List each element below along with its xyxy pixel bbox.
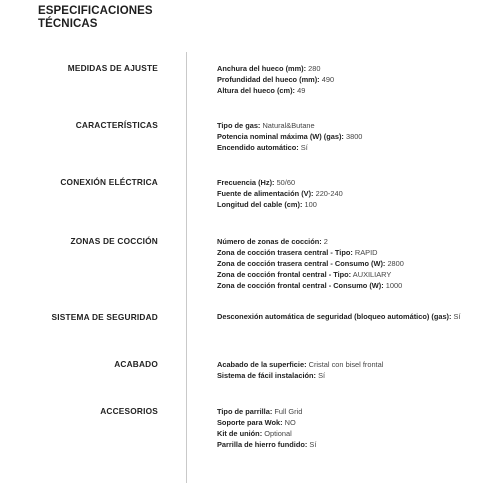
spec-value: 280: [308, 64, 321, 73]
spec-row: [217, 269, 479, 280]
spec-row: [217, 312, 479, 323]
page-title-line-1: ESPECIFICACIONES: [38, 5, 153, 17]
spec-key: Profundidad del hueco (mm):: [217, 75, 320, 84]
section-label: MEDIDAS DE AJUSTE: [67, 63, 158, 73]
spec-value: Natural&Butane: [262, 121, 315, 130]
bottom-divider-tick: [186, 475, 187, 483]
spec-key: Zona de cocción trasera central - Consumo (W):: [217, 259, 386, 268]
spec-row: [217, 236, 479, 247]
spec-list: [217, 312, 479, 323]
section-label: SISTEMA DE SEGURIDAD: [51, 312, 158, 322]
spec-key: Zona de cocción frontal central - Consumo (W):: [217, 281, 384, 290]
column-divider: [186, 52, 187, 483]
spec-value: Sí: [453, 312, 461, 321]
spec-list: [217, 177, 479, 210]
spec-value: 49: [297, 86, 306, 95]
spec-list: [217, 120, 479, 153]
spec-row: [217, 85, 479, 96]
spec-key: Zona de cocción frontal central - Tipo:: [217, 270, 352, 279]
spec-value: 100: [304, 200, 317, 209]
spec-value: 1000: [385, 281, 403, 290]
spec-key: Desconexión automática de seguridad (bloqueo automático) (gas):: [217, 312, 452, 321]
spec-list: [217, 359, 479, 381]
spec-key: Potencia nominal máxima (W) (gas):: [217, 132, 344, 141]
spec-row: [217, 417, 479, 428]
spec-key: Tipo de gas:: [217, 121, 261, 130]
spec-row: [217, 370, 479, 381]
page-title-line-2: TÉCNICAS: [38, 18, 98, 30]
spec-row: [217, 188, 479, 199]
spec-key: Número de zonas de cocción:: [217, 237, 322, 246]
spec-key: Tipo de parrilla:: [217, 407, 273, 416]
spec-list: [217, 406, 479, 450]
spec-key: Anchura del hueco (mm):: [217, 64, 307, 73]
spec-key: Frecuencia (Hz):: [217, 178, 275, 187]
spec-value: AUXILIARY: [352, 270, 392, 279]
spec-value: 2: [323, 237, 328, 246]
spec-list: [217, 236, 479, 291]
spec-key: Fuente de alimentación (V):: [217, 189, 314, 198]
spec-row: [217, 199, 479, 210]
spec-key: Sistema de fácil instalación:: [217, 371, 316, 380]
spec-key: Longitud del cable (cm):: [217, 200, 303, 209]
spec-value: Sí: [309, 440, 317, 449]
spec-row: [217, 247, 479, 258]
spec-value: 490: [321, 75, 335, 84]
spec-row: [217, 74, 479, 85]
section-label: CONEXIÓN ELÉCTRICA: [60, 177, 158, 187]
spec-row: [217, 439, 479, 450]
spec-row: [217, 428, 479, 439]
spec-value: Sí: [300, 143, 308, 152]
section-label: ACABADO: [114, 359, 158, 369]
spec-value: Sí: [318, 371, 326, 380]
spec-key: Encendido automático:: [217, 143, 299, 152]
spec-row: [217, 359, 479, 370]
spec-key: Soporte para Wok:: [217, 418, 283, 427]
spec-list: [217, 63, 479, 96]
spec-row: [217, 131, 479, 142]
spec-value: 220-240: [315, 189, 343, 198]
spec-value: Full Grid: [274, 407, 303, 416]
section-label: ZONAS DE COCCIÓN: [70, 236, 158, 246]
spec-value: NO: [284, 418, 296, 427]
spec-value: 2800: [387, 259, 404, 268]
page-title: [38, 5, 198, 31]
spec-row: [217, 280, 479, 291]
spec-value: 50/60: [276, 178, 296, 187]
spec-row: [217, 142, 479, 153]
spec-key: Zona de cocción trasera central - Tipo:: [217, 248, 353, 257]
spec-row: [217, 120, 479, 131]
spec-key: Altura del hueco (cm):: [217, 86, 296, 95]
spec-key: Kit de unión:: [217, 429, 263, 438]
spec-value: Cristal con bisel frontal: [308, 360, 384, 369]
section-label: ACCESORIOS: [100, 406, 158, 416]
section-label: CARACTERÍSTICAS: [75, 120, 158, 130]
spec-value: 3800: [345, 132, 363, 141]
spec-key: Acabado de la superficie:: [217, 360, 307, 369]
spec-row: [217, 177, 479, 188]
spec-value: Optional: [264, 429, 292, 438]
spec-row: [217, 258, 479, 269]
spec-row: [217, 406, 479, 417]
spec-value: RAPID: [354, 248, 378, 257]
spec-key: Parrilla de hierro fundido:: [217, 440, 308, 449]
spec-row: [217, 63, 479, 74]
